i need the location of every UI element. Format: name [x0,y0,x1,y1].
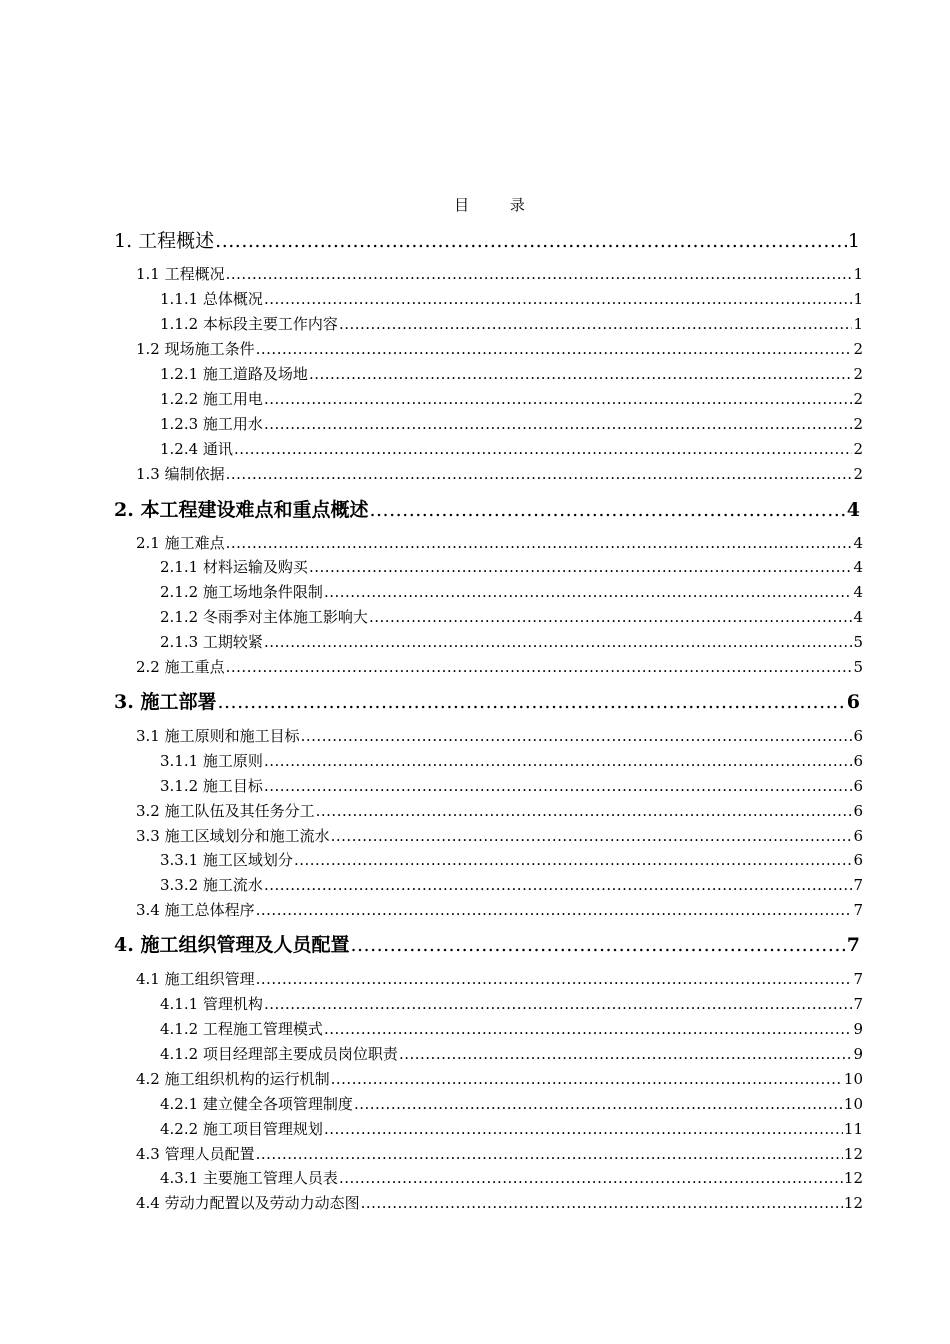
toc-dot-leader [256,970,853,988]
toc-entry[interactable] [160,1118,863,1139]
toc-entry-title: 4.1.2 项目经理部主要成员岗位职责 [160,1045,398,1063]
toc-dot-leader [331,827,853,845]
toc-page-number: 11 [843,1120,863,1138]
toc-entry-title: 4.1.2 工程施工管理模式 [160,1020,323,1038]
toc-entry[interactable] [160,313,863,334]
toc-dot-leader [264,415,853,433]
toc-entry-title: 3.1 施工原则和施工目标 [136,727,300,745]
toc-entry[interactable] [160,606,863,627]
toc-page-number: 1 [853,265,863,283]
toc-entry[interactable] [160,413,863,434]
toc-entry-title: 1.3 编制依据 [136,465,225,483]
toc-entry[interactable] [136,463,863,484]
toc-dot-leader [339,1169,843,1187]
toc-entry[interactable] [136,899,863,920]
toc-dot-leader [324,583,853,601]
toc-dot-leader [324,1120,843,1138]
toc-dot-leader [309,365,853,383]
toc-page-number: 6 [846,691,860,713]
toc-entry-title: 3.3.2 施工流水 [160,876,263,894]
toc-dot-leader [256,901,853,919]
toc-page-number: 12 [843,1194,863,1212]
toc-entry[interactable] [160,556,863,577]
toc-dot-leader [301,727,853,745]
toc-entry[interactable] [136,725,863,746]
toc-dot-leader [264,633,853,651]
toc-dot-leader [264,390,853,408]
toc-page-number: 1 [853,315,863,333]
page-title: 目 录 [454,196,543,214]
toc-entry-title: 3.3 施工区域划分和施工流水 [136,827,330,845]
toc-entry-title: 1.1.2 本标段主要工作内容 [160,315,338,333]
toc-page-number: 10 [843,1095,863,1113]
toc-dot-leader [339,315,853,333]
toc-page-number: 7 [853,970,863,988]
toc-page-number: 6 [853,851,863,869]
toc-entry[interactable] [160,1018,863,1039]
toc-page-number: 6 [853,827,863,845]
toc-entry[interactable] [160,750,863,771]
toc-dot-leader [226,265,853,283]
toc-entry[interactable] [136,1192,863,1213]
toc-page-number: 2 [853,415,863,433]
toc-entry[interactable] [160,849,863,870]
toc-entry[interactable] [160,631,863,652]
toc-page-number: 9 [853,1045,863,1063]
toc-entry[interactable] [136,656,863,677]
toc-entry-title: 2.1.2 施工场地条件限制 [160,583,323,601]
toc-entry[interactable] [136,1143,863,1164]
toc-entry-title: 1.2.1 施工道路及场地 [160,365,308,383]
toc-dot-leader [264,752,853,770]
toc-dot-leader [226,534,853,552]
toc-entry-title: 2.1.1 材料运输及购买 [160,558,308,576]
toc-page-number: 7 [853,901,863,919]
toc-entry[interactable] [114,226,860,253]
toc-dot-leader [256,340,853,358]
toc-dot-leader [369,499,845,521]
toc-page-number: 7 [846,934,860,956]
toc-entry[interactable] [160,288,863,309]
toc-entry-title: 4. 施工组织管理及人员配置 [114,934,350,956]
toc-dot-leader [264,995,853,1013]
toc-page-number: 4 [853,608,863,626]
toc-entry[interactable] [160,1167,863,1188]
toc-page-number: 6 [853,727,863,745]
toc-entry[interactable] [160,1093,863,1114]
toc-dot-leader [294,851,853,869]
toc-dot-leader [264,290,853,308]
toc-dot-leader [324,1020,853,1038]
toc-entry[interactable] [160,438,863,459]
toc-dot-leader [264,777,853,795]
toc-entry-title: 3.4 施工总体程序 [136,901,255,919]
toc-page-number: 1 [853,290,863,308]
toc-entry-title: 2.1 施工难点 [136,534,225,552]
toc-dot-leader [256,1145,843,1163]
toc-entry[interactable] [136,532,863,553]
toc-entry[interactable] [136,263,863,284]
toc-page-number: 12 [843,1169,863,1187]
toc-dot-leader [234,440,853,458]
toc-dot-leader [361,1194,843,1212]
toc-entry[interactable] [114,687,860,714]
toc-entry-title: 2.1.2 冬雨季对主体施工影响大 [160,608,368,626]
toc-entry-title: 4.2.1 建立健全各项管理制度 [160,1095,353,1113]
toc-page-number: 10 [843,1070,863,1088]
toc-entry-title: 3.1.2 施工目标 [160,777,263,795]
toc-page-number: 12 [843,1145,863,1163]
toc-dot-leader [226,465,853,483]
toc-dot-leader [217,691,845,713]
toc-entry-title: 1. 工程概述 [114,230,215,252]
toc-page-number: 5 [853,633,863,651]
toc-page-number: 4 [853,558,863,576]
toc-page-number: 6 [853,777,863,795]
toc-page-number: 4 [846,499,860,521]
toc-dot-leader [316,802,853,820]
toc-dot-leader [399,1045,853,1063]
toc-page-number: 6 [853,752,863,770]
toc-entry[interactable] [160,874,863,895]
toc-entry[interactable] [160,775,863,796]
toc-page-number: 7 [853,876,863,894]
toc-entry-title: 1.2.4 通讯 [160,440,233,458]
toc-entry-title: 3.1.1 施工原则 [160,752,263,770]
toc-page-number: 2 [853,365,863,383]
toc-entry[interactable] [160,388,863,409]
toc-entry-title: 1.1.1 总体概况 [160,290,263,308]
toc-page-number: 2 [853,440,863,458]
toc-entry[interactable] [160,1043,863,1064]
toc-page-number: 4 [853,534,863,552]
toc-entry-title: 4.3 管理人员配置 [136,1145,255,1163]
toc-page-number: 6 [853,802,863,820]
toc-page-number: 4 [853,583,863,601]
toc-entry[interactable] [114,930,860,957]
toc-entry-title: 4.3.1 主要施工管理人员表 [160,1169,338,1187]
toc-entry-title: 1.2.3 施工用水 [160,415,263,433]
toc-page-number: 2 [853,340,863,358]
toc-dot-leader [215,230,847,252]
toc-entry-title: 4.4 劳动力配置以及劳动力动态图 [136,1194,360,1212]
toc-entry[interactable] [136,968,863,989]
toc-dot-leader [264,876,853,894]
toc-entry-title: 2. 本工程建设难点和重点概述 [114,499,369,521]
toc-entry-title: 3.2 施工队伍及其任务分工 [136,802,315,820]
toc-entry-title: 2.1.3 工期较紧 [160,633,263,651]
toc-page-number: 5 [853,658,863,676]
toc-entry[interactable] [136,1068,863,1089]
toc-page-number: 2 [853,390,863,408]
toc-entry-title: 3.3.1 施工区域划分 [160,851,293,869]
toc-entry[interactable] [160,363,863,384]
toc-entry[interactable] [136,800,863,821]
toc-entry[interactable] [136,825,863,846]
toc-entry[interactable] [114,495,860,522]
toc-entry[interactable] [136,338,863,359]
toc-entry-title: 4.2.2 施工项目管理规划 [160,1120,323,1138]
toc-entry[interactable] [160,993,863,1014]
toc-entry-title: 1.2.2 施工用电 [160,390,263,408]
toc-page-number: 9 [853,1020,863,1038]
toc-entry-title: 2.2 施工重点 [136,658,225,676]
toc-entry-title: 3. 施工部署 [114,691,217,713]
toc-dot-leader [331,1070,843,1088]
toc-dot-leader [369,608,853,626]
toc-entry[interactable] [160,581,863,602]
toc-page-number: 2 [853,465,863,483]
toc-entry-title: 4.1.1 管理机构 [160,995,263,1013]
toc-page-number: 1 [847,230,860,252]
toc-page-number: 7 [853,995,863,1013]
toc-dot-leader [354,1095,843,1113]
toc-dot-leader [350,934,845,956]
toc-entry-title: 4.2 施工组织机构的运行机制 [136,1070,330,1088]
toc-dot-leader [309,558,853,576]
toc-entry-title: 1.1 工程概况 [136,265,225,283]
toc-dot-leader [226,658,853,676]
toc-entry-title: 1.2 现场施工条件 [136,340,255,358]
toc-entry-title: 4.1 施工组织管理 [136,970,255,988]
